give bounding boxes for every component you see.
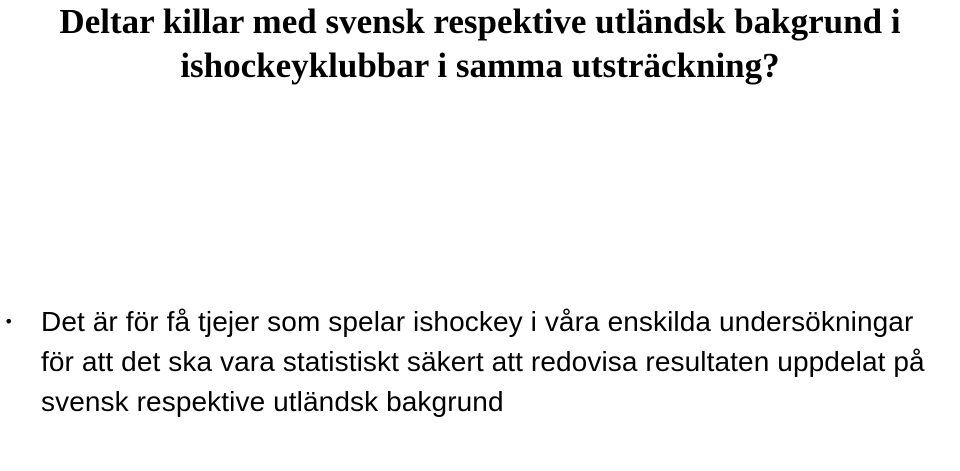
bullet-dot-icon: • xyxy=(4,312,14,331)
slide-title: Deltar killar med svensk respektive utländsk bakgrund i ishockeyklubbar i samma utsträckning? xyxy=(59,2,901,85)
bullet-text: Det är för få tjejer som spelar ishockey i våra enskilda undersökningar för att det ska vara statistiskt säkert att redovisa resultaten uppdelat på svensk respektive utländsk bakgrund xyxy=(41,306,925,417)
bullet-list xyxy=(0,302,960,422)
bullet-item xyxy=(0,302,960,422)
